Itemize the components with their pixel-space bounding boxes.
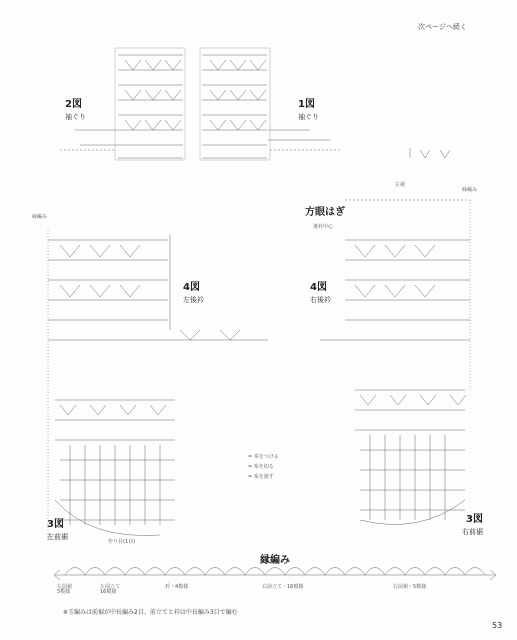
back-center: 後衿中心 (313, 224, 334, 230)
fig4-left-number: 4図 (183, 282, 200, 293)
fig3-right-number: 3図 (466, 514, 483, 525)
fig3-left-chart (55, 400, 175, 536)
fig1-number: 1図 (298, 99, 315, 110)
fig1-label: 袖ぐり (298, 113, 319, 121)
border-rhem5: 右前裾・5模様 (393, 584, 427, 590)
start-chain: 作り目(1目) (108, 539, 136, 545)
continued-note: 次ページへ続く (418, 23, 467, 31)
fig4-left-label: 左後衿 (183, 296, 204, 304)
fig3-right-label: 右前裾 (462, 528, 483, 536)
fig3-left-label: 左前裾 (47, 533, 68, 541)
border-front16: 左前立て 16模様 (100, 584, 121, 595)
fig1-chart (200, 48, 340, 160)
grid-join: 方眼はぎ (305, 207, 345, 218)
left-edge-top: 左裾 (395, 182, 406, 188)
page-number: 53 (492, 621, 503, 630)
border-hem5: 左前裾 5模様 (57, 584, 73, 595)
fig3-right-chart (355, 390, 466, 525)
legend-attach: = 糸をつける (248, 454, 279, 460)
fig2-label: 袖ぐり (65, 113, 86, 121)
border-chart (54, 568, 496, 581)
border-rfront16: 右前立て・16模様 (262, 584, 304, 590)
legend-cut: = 糸を切る (248, 464, 274, 470)
fig4-right-number: 4図 (310, 282, 327, 293)
edge-right: 縁編み (462, 187, 478, 193)
border-collar4: 衿・4模様 (165, 584, 189, 590)
fig4-left-chart (48, 230, 268, 540)
footnote: ※玉編みは前裾が中長編み2目、前立てと衿は中長編み3目で編む (63, 609, 238, 616)
fig4-right-chart (320, 200, 470, 390)
edge-left: 縁編み (32, 214, 48, 220)
fig3-left-number: 3図 (47, 519, 64, 530)
fig4-right-label: 右後衿 (310, 296, 331, 304)
fig2-number: 2図 (65, 99, 82, 110)
border-title: 縁編み (260, 555, 290, 566)
legend-carry: = 糸を渡す (248, 474, 274, 480)
